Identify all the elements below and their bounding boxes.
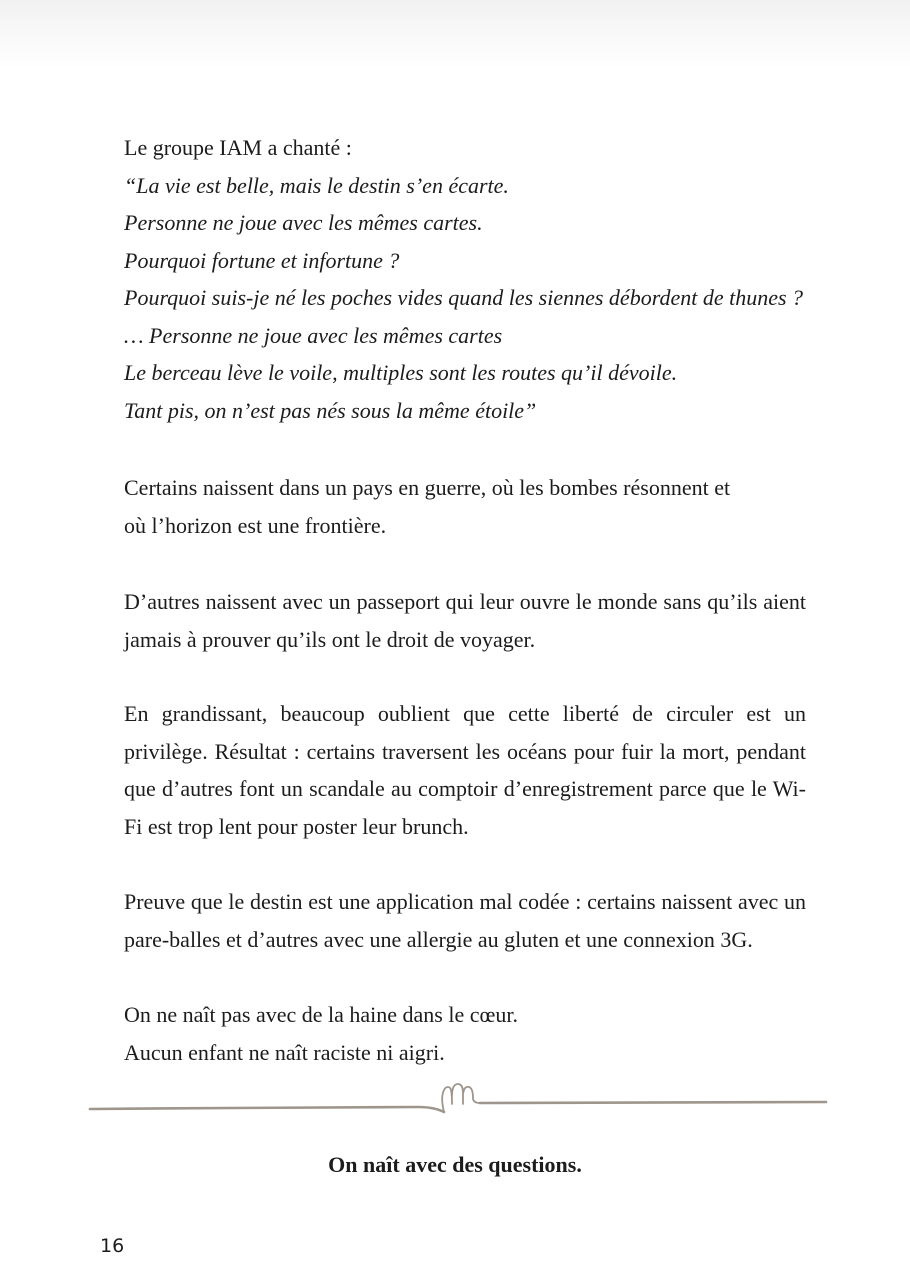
- paragraph-destiny: [124, 883, 806, 958]
- quote-line: … Personne ne joue avec les mêmes cartes: [124, 322, 503, 348]
- paragraph-line: Aucun enfant ne naît raciste ni aigri.: [124, 1039, 445, 1065]
- page-number: 16: [100, 1235, 125, 1257]
- paragraph-passport: [124, 583, 806, 658]
- quote-line: Personne ne joue avec les mêmes cartes.: [124, 210, 483, 235]
- paragraph-text: En grandissant, beaucoup oublient que cette liberté de circuler est un privilège. Résultat : certains traversent les océans pour fuir la mort, pendant que d’autres font un scandale au comptoir d’enregistrement parce que le Wi-Fi est trop lent pour poster leur brunch.: [124, 701, 806, 839]
- closing-statement: On naît avec des questions.: [328, 1152, 582, 1177]
- paragraph-war: [124, 469, 806, 544]
- song-quote: [124, 129, 806, 429]
- hand-fingers-divider-icon: [88, 1076, 828, 1120]
- quote-intro: Le groupe IAM a chanté :: [124, 135, 352, 160]
- paragraph-text: Certains naissent dans un pays en guerre, où les bombes résonnent et où l’horizon est une frontière.: [124, 475, 731, 538]
- paragraph-text: Preuve que le destin est une application mal codée : certains naissent avec un pare-balles et d’autres avec une allergie au gluten et une connexion 3G.: [124, 889, 806, 952]
- top-shadow: [0, 0, 910, 70]
- quote-line: Pourquoi suis-je né les poches vides quand les siennes débordent de thunes ?: [124, 285, 804, 310]
- quote-line: Le berceau lève le voile, multiples sont les routes qu’il dévoile.: [124, 360, 678, 385]
- quote-line: Pourquoi fortune et infortune ?: [124, 247, 400, 273]
- quote-line: Tant pis, on n’est pas nés sous la même étoile”: [124, 397, 537, 423]
- paragraph-privilege: [124, 695, 806, 845]
- paragraph-hate: [124, 996, 806, 1071]
- paragraph-line: On ne naît pas avec de la haine dans le cœur.: [124, 1002, 519, 1027]
- quote-line: “La vie est belle, mais le destin s’en écarte.: [124, 172, 509, 198]
- paragraph-text: D’autres naissent avec un passeport qui leur ouvre le monde sans qu’ils aient jamais à prouver qu’ils ont le droit de voyager.: [124, 589, 806, 652]
